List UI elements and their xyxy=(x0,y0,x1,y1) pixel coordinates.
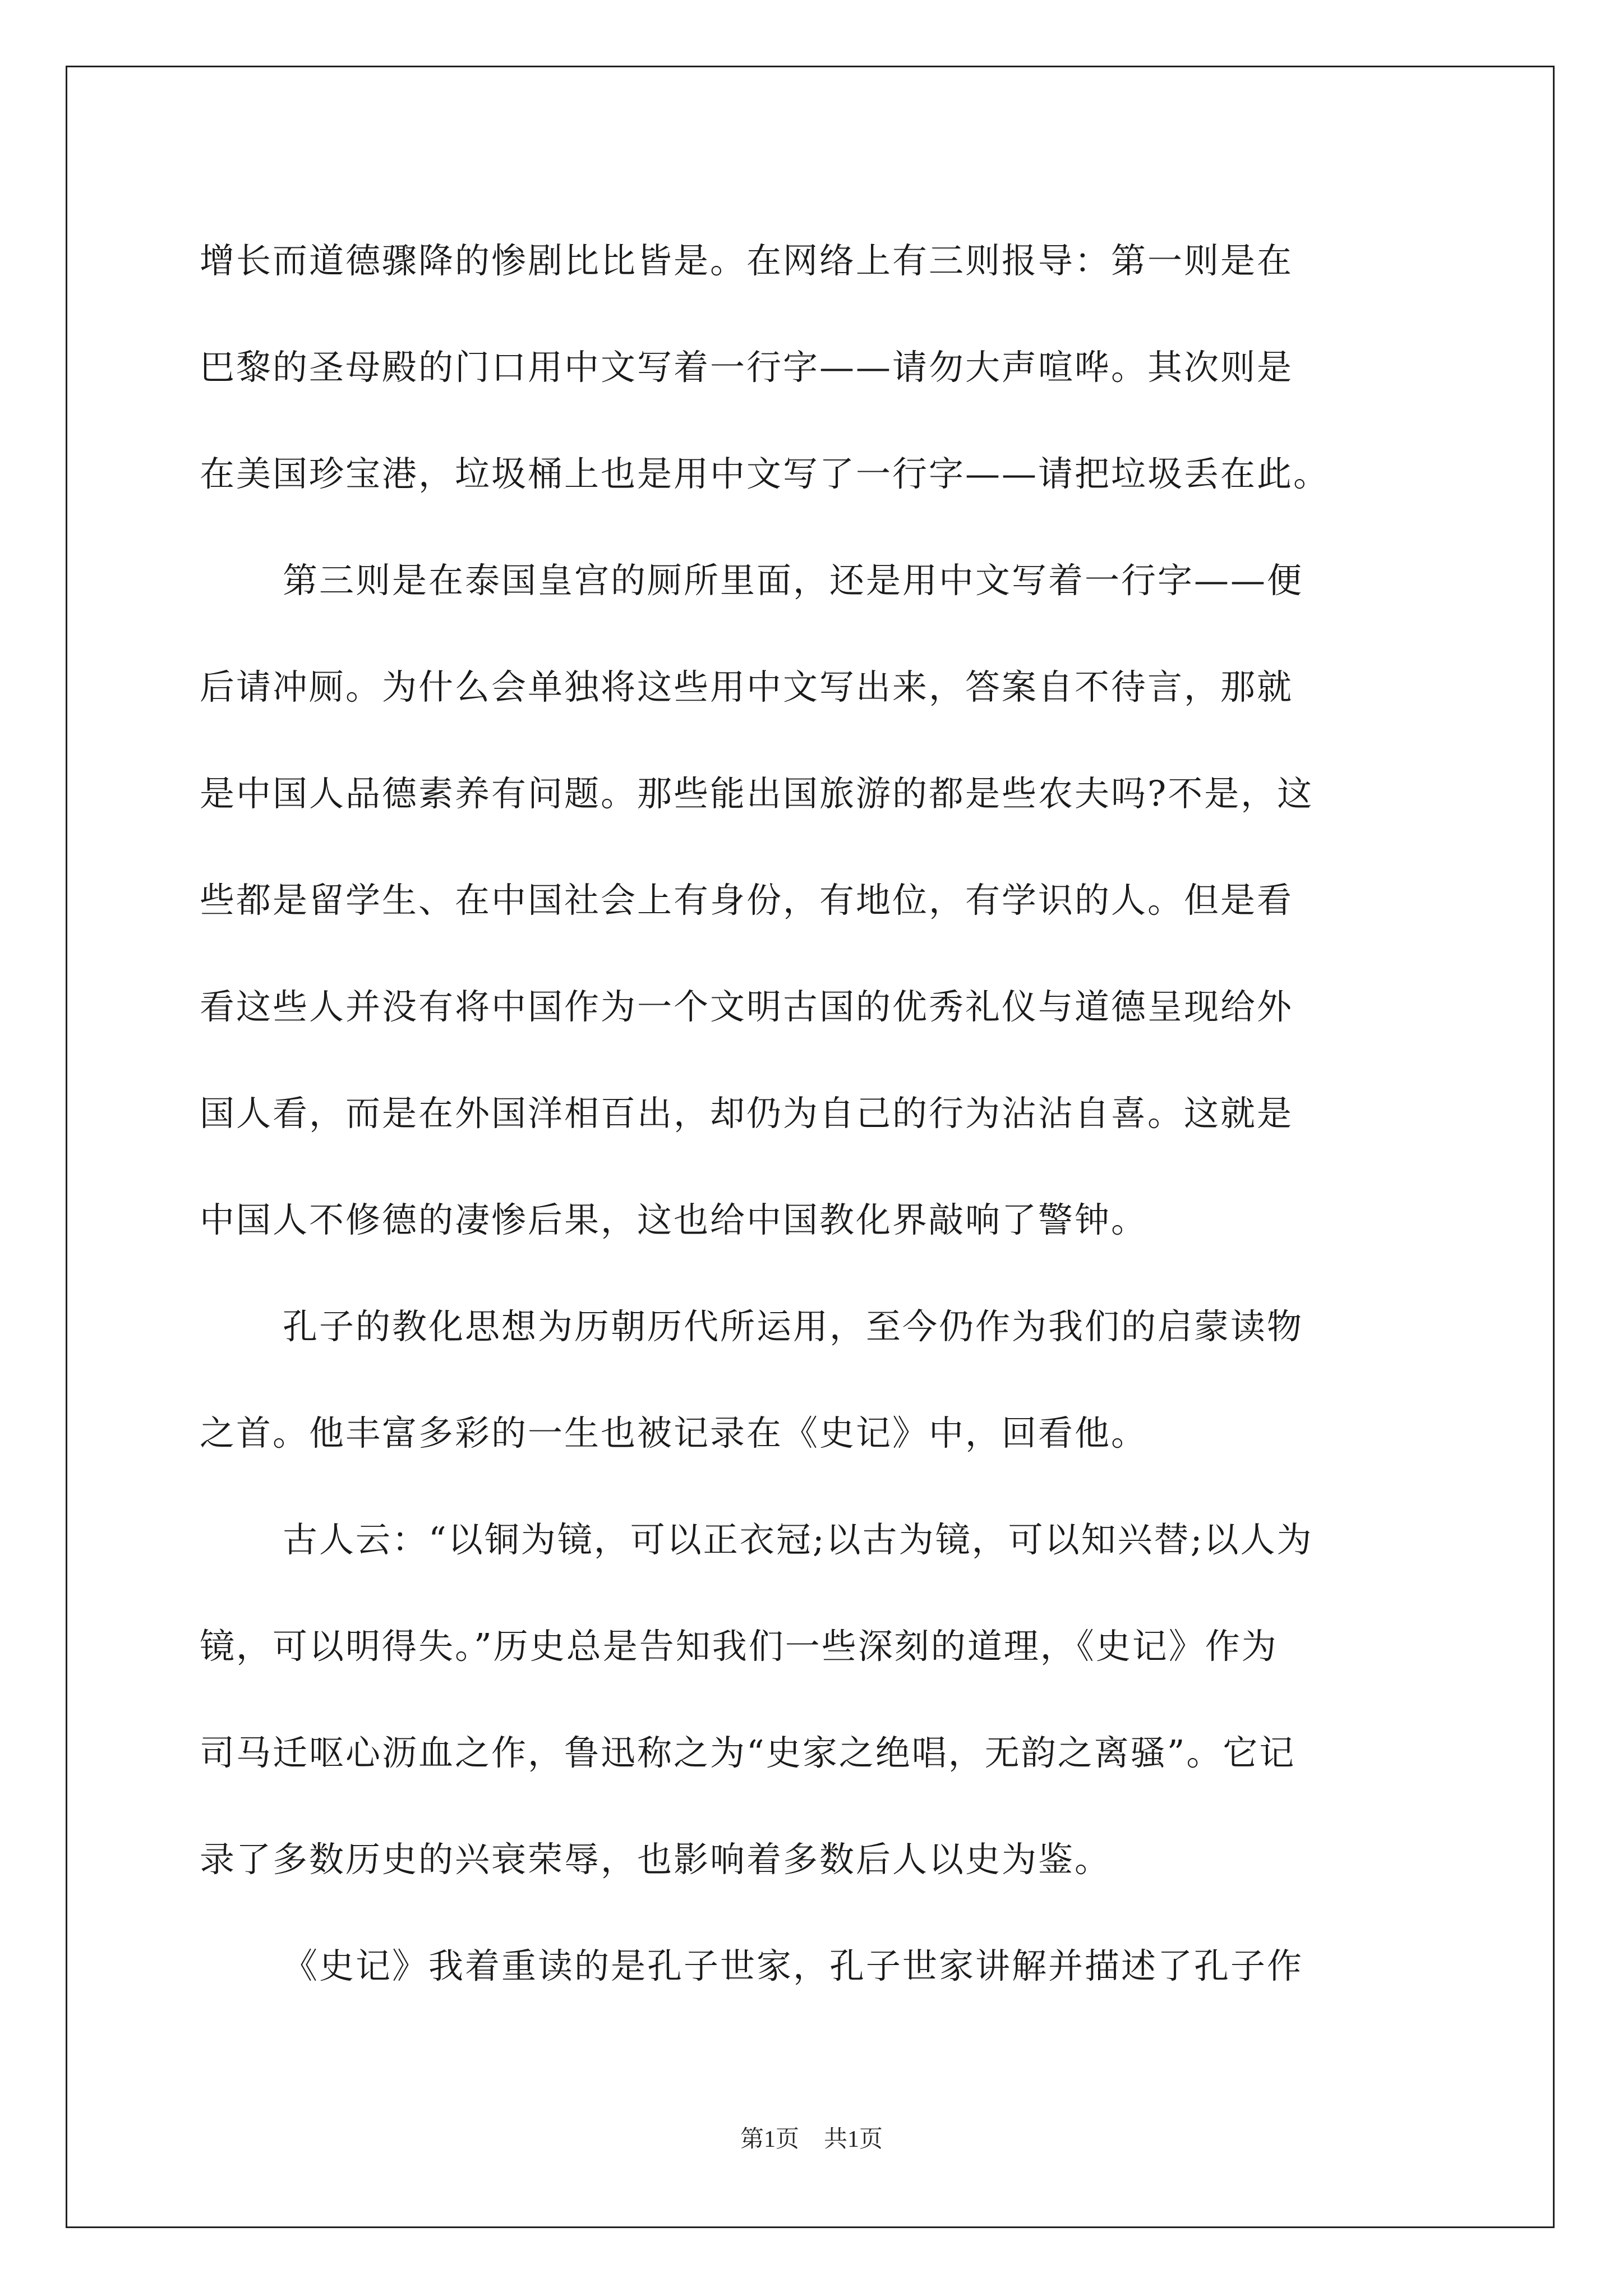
text-line: 增长而道德骤降的惨剧比比皆是。在网络上有三则报导：第一则是在 xyxy=(200,240,1294,281)
text-line: 些都是留学生、在中国社会上有身份，有地位，有学识的人。但是看 xyxy=(200,880,1294,921)
text-line: 镜，可以明得失。”历史总是告知我们一些深刻的道理，《史记》作为 xyxy=(200,1626,1278,1667)
text-line: 之首。他丰富多彩的一生也被记录在《史记》中，回看他。 xyxy=(200,1412,1148,1453)
text-line: 看这些人并没有将中国作为一个文明古国的优秀礼仪与道德呈现给外 xyxy=(200,986,1294,1027)
paragraph-first-line: 第三则是在泰国皇宫的厕所里面，还是用中文写着一行字——便 xyxy=(283,560,1304,601)
page-number: 第1页 xyxy=(740,2127,799,2152)
text-line: 国人看，而是在外国洋相百出，却仍为自己的行为沾沾自喜。这就是 xyxy=(200,1093,1294,1134)
text-line: 中国人不修德的凄惨后果，这也给中国教化界敲响了警钟。 xyxy=(200,1199,1148,1240)
text-line: 录了多数历史的兴衰荣辱，也影响着多数后人以史为鉴。 xyxy=(200,1839,1112,1880)
document-body xyxy=(200,208,1433,2019)
paragraph-first-line: 孔子的教化思想为历朝历代所运用，至今仍作为我们的启蒙读物 xyxy=(283,1306,1304,1347)
page-total: 共1页 xyxy=(824,2127,883,2152)
text-line: 在美国珍宝港，垃圾桶上也是用中文写了一行字——请把垃圾丢在此。 xyxy=(200,453,1330,494)
text-line: 巴黎的圣母殿的门口用中文写着一行字——请勿大声喧哗。其次则是 xyxy=(200,347,1294,388)
text-line: 是中国人品德素养有问题。那些能出国旅游的都是些农夫吗?不是，这 xyxy=(200,773,1314,814)
paragraph-first-line: 《史记》我着重读的是孔子世家，孔子世家讲解并描述了孔子作 xyxy=(283,1945,1304,1986)
paragraph-first-line: 古人云：“以铜为镜，可以正衣冠;以古为镜，可以知兴替;以人为 xyxy=(283,1519,1313,1560)
text-line: 司马迁呕心沥血之作，鲁迅称之为“史家之绝唱，无韵之离骚”。它记 xyxy=(200,1732,1296,1773)
page-footer xyxy=(0,2120,1623,2154)
text-line: 后请冲厕。为什么会单独将这些用中文写出来，答案自不待言，那就 xyxy=(200,666,1294,707)
